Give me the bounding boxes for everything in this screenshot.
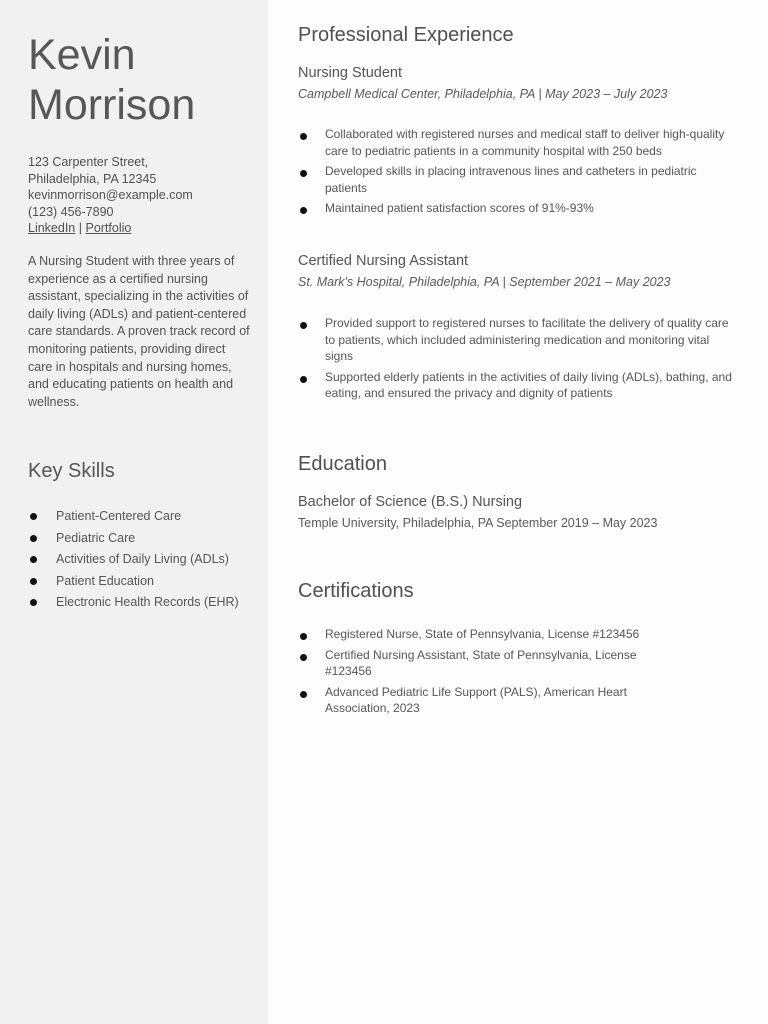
- skill-item: [28, 506, 263, 528]
- certifications-title: Certifications: [298, 580, 414, 602]
- experience-title: Professional Experience: [298, 24, 514, 46]
- skill-item: [28, 549, 263, 571]
- certification-item: [298, 684, 668, 717]
- job-bullets: [298, 126, 738, 221]
- job-bullet-text: Developed skills in placing intravenous lines and catheters in pediatric patients: [325, 164, 697, 195]
- certification-text: Certified Nursing Assistant, State of Pennsylvania, License #123456: [325, 647, 637, 678]
- skill-item: [28, 528, 263, 550]
- job-title: Nursing Student: [298, 65, 402, 81]
- bullet-icon: [30, 513, 37, 520]
- job-bullets: [298, 315, 738, 406]
- bullet-icon: [300, 633, 307, 640]
- profile-links: [28, 220, 193, 237]
- skills-list: [28, 506, 263, 614]
- job-bullet: [298, 200, 738, 217]
- education-title: Education: [298, 453, 387, 475]
- bullet-icon: [300, 133, 307, 140]
- job-bullet: [298, 163, 738, 196]
- certification-text: Advanced Pediatric Life Support (PALS), American Heart Association, 2023: [325, 684, 627, 715]
- bullet-icon: [30, 556, 37, 563]
- job-bullet-text: Supported elderly patients in the activities of daily living (ADLs), bathing, and eating, and ensured the privacy and dignity of patients: [325, 369, 732, 400]
- bullet-icon: [300, 170, 307, 177]
- candidate-name: [28, 30, 195, 130]
- certification-item: [298, 626, 668, 643]
- bullet-icon: [300, 376, 307, 383]
- skill-item: [28, 571, 263, 593]
- skills-title: Key Skills: [28, 460, 115, 482]
- certifications-list: [298, 626, 668, 721]
- job-bullet-text: Maintained patient satisfaction scores of 91%-93%: [325, 201, 594, 215]
- skill-label: Pediatric Care: [56, 530, 136, 545]
- skill-label: Patient-Centered Care: [56, 509, 182, 523]
- phone: (123) 456-7890: [28, 204, 114, 219]
- job-bullet: [298, 315, 738, 365]
- job-meta: St. Mark's Hospital, Philadelphia, PA | September 2021 – May 2023: [298, 275, 671, 289]
- education-meta: Temple University, Philadelphia, PA September 2019 – May 2023: [298, 516, 658, 530]
- skill-label: Patient Education: [56, 573, 154, 588]
- last-name: Morrison: [28, 81, 196, 129]
- first-name: Kevin: [28, 31, 136, 79]
- certification-text: Registered Nurse, State of Pennsylvania, License #123456: [325, 627, 640, 641]
- degree: Bachelor of Science (B.S.) Nursing: [298, 494, 523, 510]
- linkedin-link[interactable]: LinkedIn: [28, 221, 76, 235]
- bullet-icon: [30, 578, 37, 585]
- bullet-icon: [300, 654, 307, 661]
- skill-item: [28, 592, 263, 614]
- job-bullet: [298, 126, 738, 159]
- job-bullet: [298, 369, 738, 402]
- address-line-2: Philadelphia, PA 12345: [28, 171, 157, 186]
- job-bullet-text: Provided support to registered nurses to facilitate the delivery of quality care to patients, which included administering medication and monitoring vital signs: [325, 316, 729, 363]
- address-line-1: 123 Carpenter Street,: [28, 155, 149, 169]
- bullet-icon: [300, 691, 307, 698]
- bullet-icon: [300, 322, 307, 329]
- bullet-icon: [300, 207, 307, 214]
- email: kevinmorrison@example.com: [28, 188, 193, 202]
- skill-label: Electronic Health Records (EHR): [56, 595, 239, 609]
- sidebar: [0, 0, 268, 1024]
- job-meta: Campbell Medical Center, Philadelphia, PA | May 2023 – July 2023: [298, 87, 668, 101]
- bullet-icon: [30, 535, 37, 542]
- job-bullet-text: Collaborated with registered nurses and medical staff to deliver high-quality care to pediatric patients in a community hospital with 250 beds: [325, 127, 725, 158]
- contact-info: [28, 154, 193, 237]
- certification-item: [298, 647, 668, 680]
- job-title: Certified Nursing Assistant: [298, 253, 469, 269]
- bullet-icon: [30, 599, 37, 606]
- main-content: [268, 0, 768, 1024]
- portfolio-link[interactable]: Portfolio: [85, 221, 132, 235]
- link-separator: |: [78, 221, 82, 235]
- summary: A Nursing Student with three years of experience as a certified nursing assistant, specializing in the activities of daily living (ADLs) and patient-centered care standards. A proven track record of monitoring patients, providing direct care in hospitals and nursing homes, and educating patients on health and wellness.: [28, 254, 250, 409]
- skill-label: Activities of Daily Living (ADLs): [56, 552, 229, 566]
